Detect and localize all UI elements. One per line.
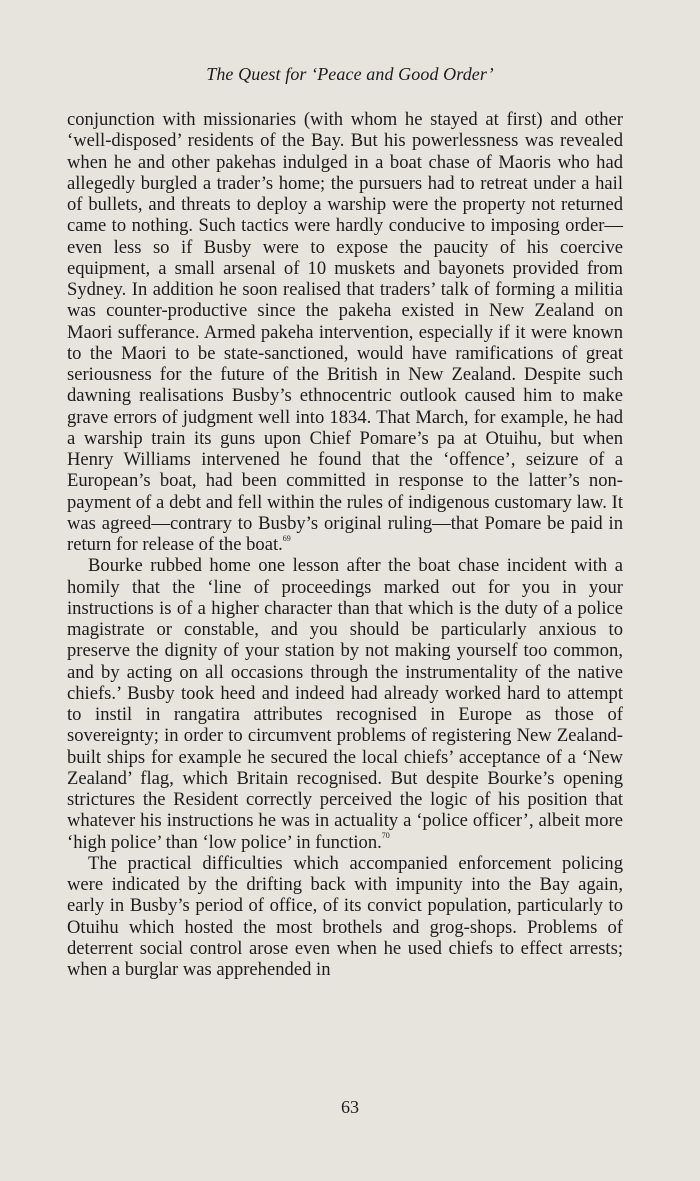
footnote-ref: 70	[381, 831, 390, 841]
running-head: The Quest for ‘Peace and Good Order’	[206, 64, 494, 84]
page-number: 63	[341, 1097, 359, 1117]
body-text	[67, 109, 623, 980]
paragraph	[67, 109, 623, 555]
footnote-ref: 69	[282, 533, 291, 543]
paragraph-text: Bourke rubbed home one lesson after the boat chase incident with a homily that the ‘line of proceedings marked out for you in your instructions is of a higher character than that which is the duty of a police magistrate or constable, and you should be particularly anxious to preserve the dignity of your station by not making yourself too common, and by acting on all occasions through the instrumentality of the native chiefs.’ Busby took heed and indeed had already worked hard to attempt to instil in rangatira attributes recognised in Europe as those of sovereignty; in order to circumvent problems of registering New Zealand-built ships for example he secured the local chiefs’ acceptance of a ‘New Zealand’ flag, which Britain recognised. But despite Bourke’s opening strictures the Resident correctly perceived the logic of his position that whatever his instructions he was in actuality a ‘police officer’, albeit more ‘high police’ than ‘low police’ in function.	[67, 555, 623, 853]
paragraph-text: The practical difficulties which accompanied enforcement policing were indicated by the drifting back with impunity into the Bay again, early in Busby’s period of office, of its convict population, particularly to Otuihu which hosted the most brothels and grog-shops. Problems of deterrent social control arose even when he used chiefs to effect arrests; when a burglar was apprehended in	[67, 852, 623, 980]
paragraph-text: conjunction with missionaries (with whom he stayed at first) and other ‘well-disposed’ residents of the Bay. But his powerlessness was revealed when he and other pakehas indulged in a boat chase of Maoris who had allegedly burgled a trader’s home; the pursuers had to retreat under a hail of bullets, and threats to deploy a warship were the property not returned came to nothing. Such tactics were hardly conducive to imposing order—even less so if Busby were to expose the paucity of his coercive equipment, a small arsenal of 10 muskets and bayonets provided from Sydney. In addition he soon realised that traders’ talk of forming a militia was counter-productive since the pakeha existed in New Zealand on Maori sufferance. Armed pakeha intervention, especially if it were known to the Maori to be state-sanctioned, would have ramifications of great seriousness for the future of the British in New Zealand. Despite such dawning realisations Busby’s ethnocentric outlook caused him to make grave errors of judgment well into 1834. That March, for example, he had a warship train its guns upon Chief Pomare’s pa at Otuihu, but when Henry Williams intervened he found that the ‘offence’, seizure of a European’s boat, had been committed in response to the latter’s non-payment of a debt and fell within the rules of indigenous customary law. It was agreed—contrary to Busby’s original ruling—that Pomare be paid in return for release of the boat.	[67, 109, 623, 555]
paragraph	[67, 555, 623, 853]
paragraph	[67, 853, 623, 981]
